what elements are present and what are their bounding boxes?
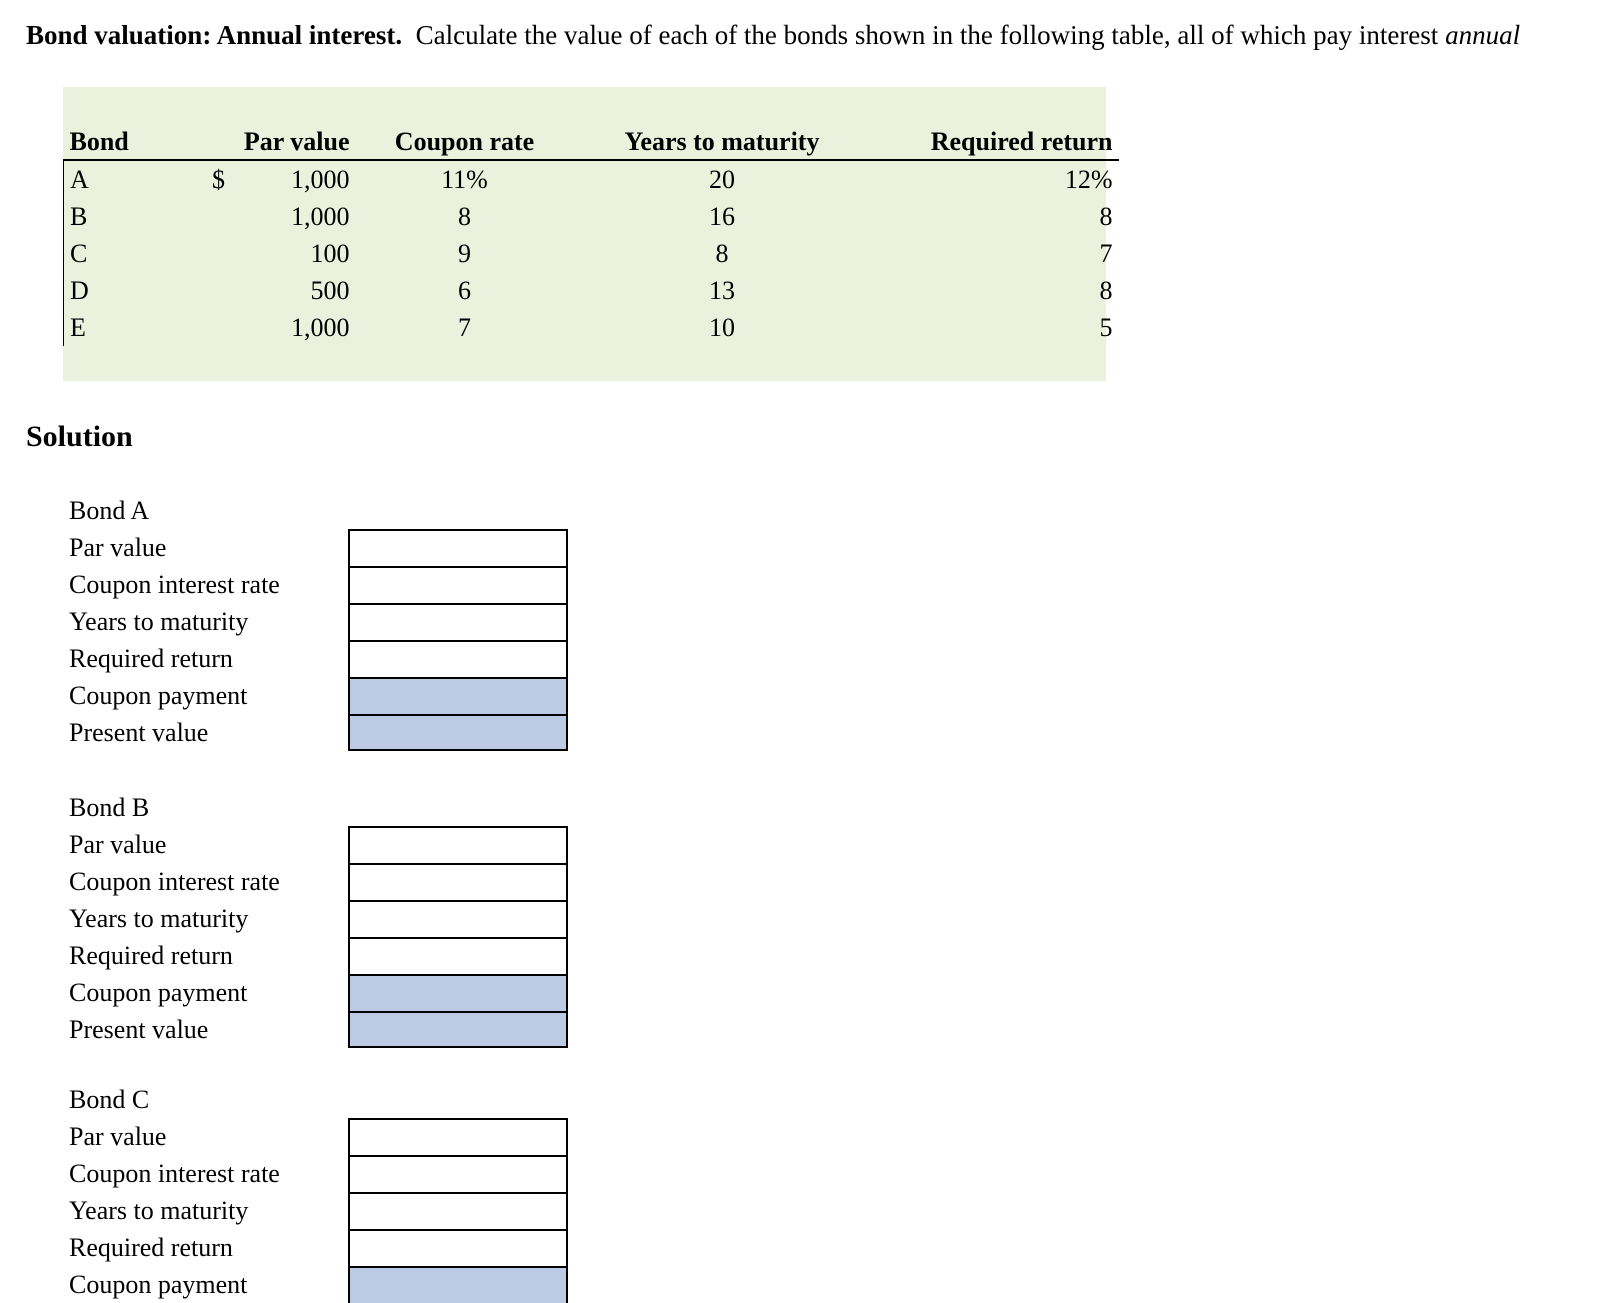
problem-text: Calculate the value of each of the bonds shown in the following table, all of which pay interest	[415, 20, 1439, 50]
bond-block-title: Bond C	[69, 1085, 150, 1114]
row-label: Present value	[69, 718, 209, 747]
coupon-rate-cell: 11%	[441, 165, 488, 194]
coupon-payment-row	[69, 1266, 569, 1303]
coupon-rate-cell: 8	[458, 202, 471, 231]
coupon-payment-input[interactable]	[348, 1266, 568, 1303]
row-label: Coupon payment	[69, 1270, 248, 1299]
coupon-rate-cell: 7	[458, 313, 471, 342]
table-row	[64, 235, 1119, 272]
required-return-cell: 12%	[1064, 165, 1113, 194]
table-row	[64, 160, 1119, 198]
row-label: Coupon interest rate	[69, 570, 280, 599]
bond-id-cell: B	[64, 198, 190, 235]
row-label: Years to maturity	[69, 1196, 249, 1225]
par-value-input[interactable]	[348, 1118, 568, 1155]
coupon-rate-row	[69, 863, 569, 900]
header-coupon-rate: Coupon rate	[350, 125, 580, 160]
par-value-cell: 1,000	[291, 202, 350, 231]
bond-block-title: Bond B	[69, 793, 150, 822]
bond-b-block	[69, 789, 569, 1048]
row-label: Coupon interest rate	[69, 867, 280, 896]
header-bond: Bond	[64, 125, 190, 160]
row-label: Coupon payment	[69, 681, 248, 710]
coupon-rate-row	[69, 566, 569, 603]
coupon-rate-input[interactable]	[348, 1155, 568, 1192]
coupon-rate-input[interactable]	[348, 566, 568, 603]
required-return-row	[69, 1229, 569, 1266]
required-return-cell: 8	[1099, 276, 1113, 305]
par-value-row	[69, 529, 569, 566]
present-value-input[interactable]	[348, 714, 568, 751]
row-label: Coupon interest rate	[69, 1159, 280, 1188]
par-value-cell	[190, 160, 350, 198]
par-value-input[interactable]	[348, 826, 568, 863]
required-return-cell: 5	[1099, 313, 1113, 342]
present-value-row	[69, 714, 569, 751]
problem-title: Bond valuation: Annual interest.	[26, 20, 403, 50]
row-label: Required return	[69, 941, 233, 970]
par-value-cell: 100	[310, 239, 350, 268]
years-row	[69, 900, 569, 937]
row-label: Years to maturity	[69, 607, 249, 636]
row-label: Coupon payment	[69, 978, 248, 1007]
problem-statement	[26, 18, 1598, 52]
row-label: Par value	[69, 830, 167, 859]
coupon-payment-row	[69, 677, 569, 714]
years-input[interactable]	[348, 1192, 568, 1229]
par-value-cell: 1,000	[291, 313, 350, 342]
currency-symbol: $	[212, 165, 225, 194]
row-label: Present value	[69, 1015, 209, 1044]
required-return-input[interactable]	[348, 1229, 568, 1266]
par-value-row	[69, 1118, 569, 1155]
bond-data-table	[63, 125, 1119, 346]
row-label: Required return	[69, 1233, 233, 1262]
required-return-input[interactable]	[348, 640, 568, 677]
bond-c-block	[69, 1081, 569, 1303]
given-data-panel	[63, 87, 1113, 381]
required-return-row	[69, 640, 569, 677]
par-value-row	[69, 826, 569, 863]
bond-id-cell: C	[64, 235, 190, 272]
table-header-row	[64, 125, 1119, 160]
years-input[interactable]	[348, 603, 568, 640]
header-years-to-maturity: Years to maturity	[580, 125, 865, 160]
coupon-payment-input[interactable]	[348, 677, 568, 714]
required-return-cell: 7	[1099, 239, 1113, 268]
years-input[interactable]	[348, 900, 568, 937]
problem-emphasis: annual	[1445, 20, 1521, 50]
present-value-input[interactable]	[348, 1011, 568, 1048]
bond-id-cell: E	[64, 309, 190, 346]
years-cell: 10	[709, 313, 735, 342]
coupon-payment-row	[69, 974, 569, 1011]
par-value: 1,000	[291, 165, 350, 194]
required-return-cell: 8	[1099, 202, 1113, 231]
coupon-rate-cell: 6	[458, 276, 471, 305]
row-label: Par value	[69, 533, 167, 562]
years-cell: 8	[715, 239, 729, 268]
years-cell: 20	[709, 165, 735, 194]
required-return-input[interactable]	[348, 937, 568, 974]
years-row	[69, 603, 569, 640]
bond-a-block	[69, 492, 569, 751]
bond-id-cell: A	[64, 160, 190, 198]
present-value-row	[69, 1011, 569, 1048]
solution-heading: Solution	[26, 420, 133, 453]
years-cell: 13	[709, 276, 735, 305]
table-row	[64, 198, 1119, 235]
table-row	[64, 272, 1119, 309]
required-return-row	[69, 937, 569, 974]
row-label: Par value	[69, 1122, 167, 1151]
header-required-return: Required return	[865, 125, 1119, 160]
coupon-rate-row	[69, 1155, 569, 1192]
coupon-rate-input[interactable]	[348, 863, 568, 900]
par-value-input[interactable]	[348, 529, 568, 566]
years-row	[69, 1192, 569, 1229]
header-par-value: Par value	[190, 125, 350, 160]
bond-block-title: Bond A	[69, 496, 150, 525]
coupon-rate-cell: 9	[458, 239, 471, 268]
par-value-cell: 500	[310, 276, 350, 305]
row-label: Years to maturity	[69, 904, 249, 933]
table-row	[64, 309, 1119, 346]
row-label: Required return	[69, 644, 233, 673]
bond-id-cell: D	[64, 272, 190, 309]
coupon-payment-input[interactable]	[348, 974, 568, 1011]
years-cell: 16	[709, 202, 735, 231]
